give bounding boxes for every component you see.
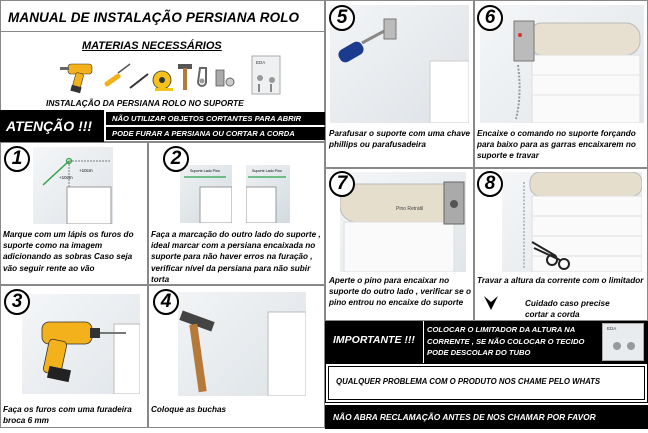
step-7-text: Aperte o pino para encaixar no suporte do outro lado , verificar se o pino entrou no encaixe do suporte — [329, 276, 471, 308]
step-5-text: Parafusar o suporte com uma chave phillips ou parafusadeira — [329, 129, 471, 150]
step-3-photo — [22, 294, 140, 394]
step-3-number: 3 — [4, 289, 30, 315]
footer-banner: NÃO ABRA RECLAMAÇÃO ANTES DE NOS CHAMAR POR FAVOR — [325, 405, 648, 429]
step-1-number: 1 — [4, 146, 30, 172]
screwdriver-icon — [336, 29, 388, 65]
installation-subtitle: INSTALAÇÃO DA PERSIANA ROLO NO SUPORTE — [46, 98, 244, 108]
attention-line1: NÃO UTILIZAR OBJETOS CORTANTES PARA ABRIR — [106, 112, 325, 125]
step-7-number: 7 — [329, 171, 355, 197]
step-4-number: 4 — [153, 289, 179, 315]
hammer-icon — [178, 64, 192, 90]
step-4-text: Coloque as buchas — [151, 405, 227, 414]
tape-measure-icon — [153, 71, 173, 91]
pin-label: Pino Retrátil — [396, 206, 424, 212]
step-6-photo — [480, 5, 644, 123]
step-4-photo — [178, 292, 306, 396]
drill-icon — [60, 64, 92, 93]
step-2-text: Faça a marcação do outro lado do suporte , ideal marcar com a persiana encaixada no suporte para não haver erros na furação , verificar nível da persiana para não subir torta — [151, 230, 321, 284]
step-3-text: Faça os furos com uma furadeira broca 6 mm — [3, 405, 132, 426]
step-7-photo — [340, 172, 466, 272]
step-8-text: Travar a altura da corrente com o limitador — [477, 276, 644, 285]
measure-horizontal: +10cm — [79, 168, 93, 173]
page-title: MANUAL DE INSTALAÇÃO PERSIANA ROLO — [8, 10, 300, 25]
svg-text:EDA: EDA — [256, 60, 266, 65]
drill-icon — [42, 322, 126, 382]
step-6-number: 6 — [477, 5, 503, 31]
contact-text: QUALQUER PROBLEMA COM O PRODUTO NOS CHAME PELO WHATS — [336, 377, 601, 386]
attention-label: ATENÇÃO !!! — [0, 110, 104, 142]
important-text: COLOCAR O LIMITADOR DA ALTURA NA CORRENTE , SE NÃO COLOCAR O TECIDO PODE DESCOLAR DO TUBO — [427, 325, 585, 357]
screwdriver-icon — [104, 64, 130, 87]
pencil-icon — [130, 74, 148, 88]
attention-line2: PODE FURAR A PERSIANA OU CORTAR A CORDA — [106, 127, 325, 140]
step-8-note: Cuidado caso precise cortar a corda — [525, 299, 610, 320]
materials-title: MATERIAS NECESSÁRIOS — [82, 40, 222, 52]
materials-illustration — [60, 56, 280, 96]
step-5-number: 5 — [329, 5, 355, 31]
step-2-photo-a — [180, 165, 232, 223]
important-label: IMPORTANTE !!! — [333, 334, 415, 346]
step-2-label-b: Suporte Lado Pino — [252, 169, 282, 173]
bracket-icon — [198, 68, 234, 86]
step-8-number: 8 — [477, 171, 503, 197]
limiter-kit-image: EDA — [602, 323, 644, 361]
step-1-text: Marque com um lápis os furos do suporte como na imagem adicionando as sobras Caso seja vão seguir rente ao vão — [3, 230, 134, 273]
step-6-text: Encaixe o comando no suporte forçando para baixo para as garras encaixarem no suporte e travar — [477, 129, 636, 161]
bracket-icon — [384, 19, 396, 39]
step-2-number: 2 — [163, 146, 189, 172]
step-8-photo — [502, 172, 642, 272]
step-2-photo-b — [246, 165, 290, 223]
hammer-icon — [179, 310, 214, 392]
step-1-photo — [33, 147, 113, 224]
step-2-label-a: Suporte Lado Pino — [190, 169, 220, 173]
measure-vertical: +10cm — [59, 175, 73, 180]
arrow-down-icon — [484, 296, 498, 310]
